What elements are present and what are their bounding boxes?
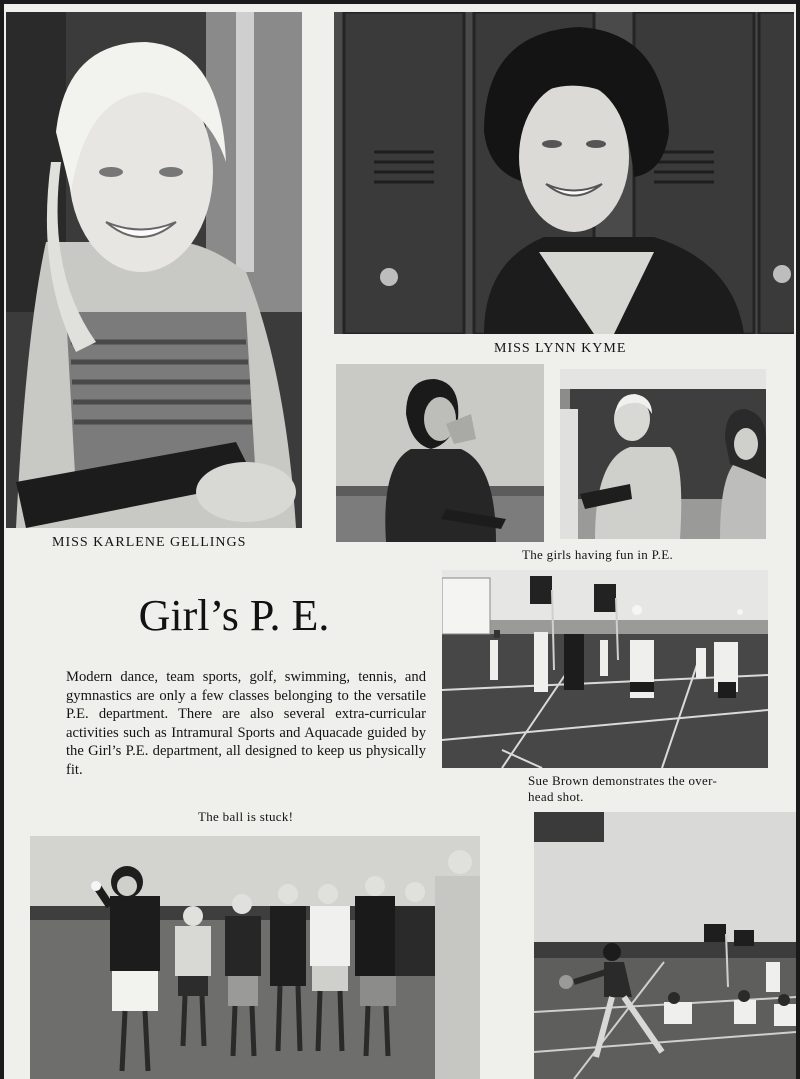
- caption-ball-stuck: The ball is stuck!: [198, 809, 294, 824]
- caption-karlene-gellings: MISS KARLENE GELLINGS: [52, 535, 247, 550]
- photo-karlene-gellings: [6, 12, 302, 528]
- photo-girls-clipboard: [560, 369, 766, 539]
- caption-lynn-kyme: MISS LYNN KYME: [494, 341, 627, 356]
- photo-lynn-kyme: [334, 12, 794, 334]
- yearbook-page: [4, 4, 796, 1079]
- page-title: Girl’s P. E.: [138, 591, 330, 640]
- photo-ball-stuck: [30, 836, 480, 1079]
- body-paragraph: Modern dance, team sports, golf, swimming, tennis, and gymnastics are only a few classes belonging to the versatile P.E. department. There are also several extra-curricular activities such as Intramural Sports and Aquacade guided by the Girl’s P.E. department, all designed to keep us physically fit.: [66, 669, 426, 778]
- caption-overhead-line2: head shot.: [528, 789, 584, 804]
- caption-overhead-line1: Sue Brown demonstrates the over-: [528, 773, 718, 788]
- photo-court-throw: [534, 812, 796, 1079]
- photo-overhead-shot: [442, 570, 768, 768]
- photo-whistle: [336, 364, 544, 542]
- caption-girls-fun: The girls having fun in P.E.: [522, 547, 674, 562]
